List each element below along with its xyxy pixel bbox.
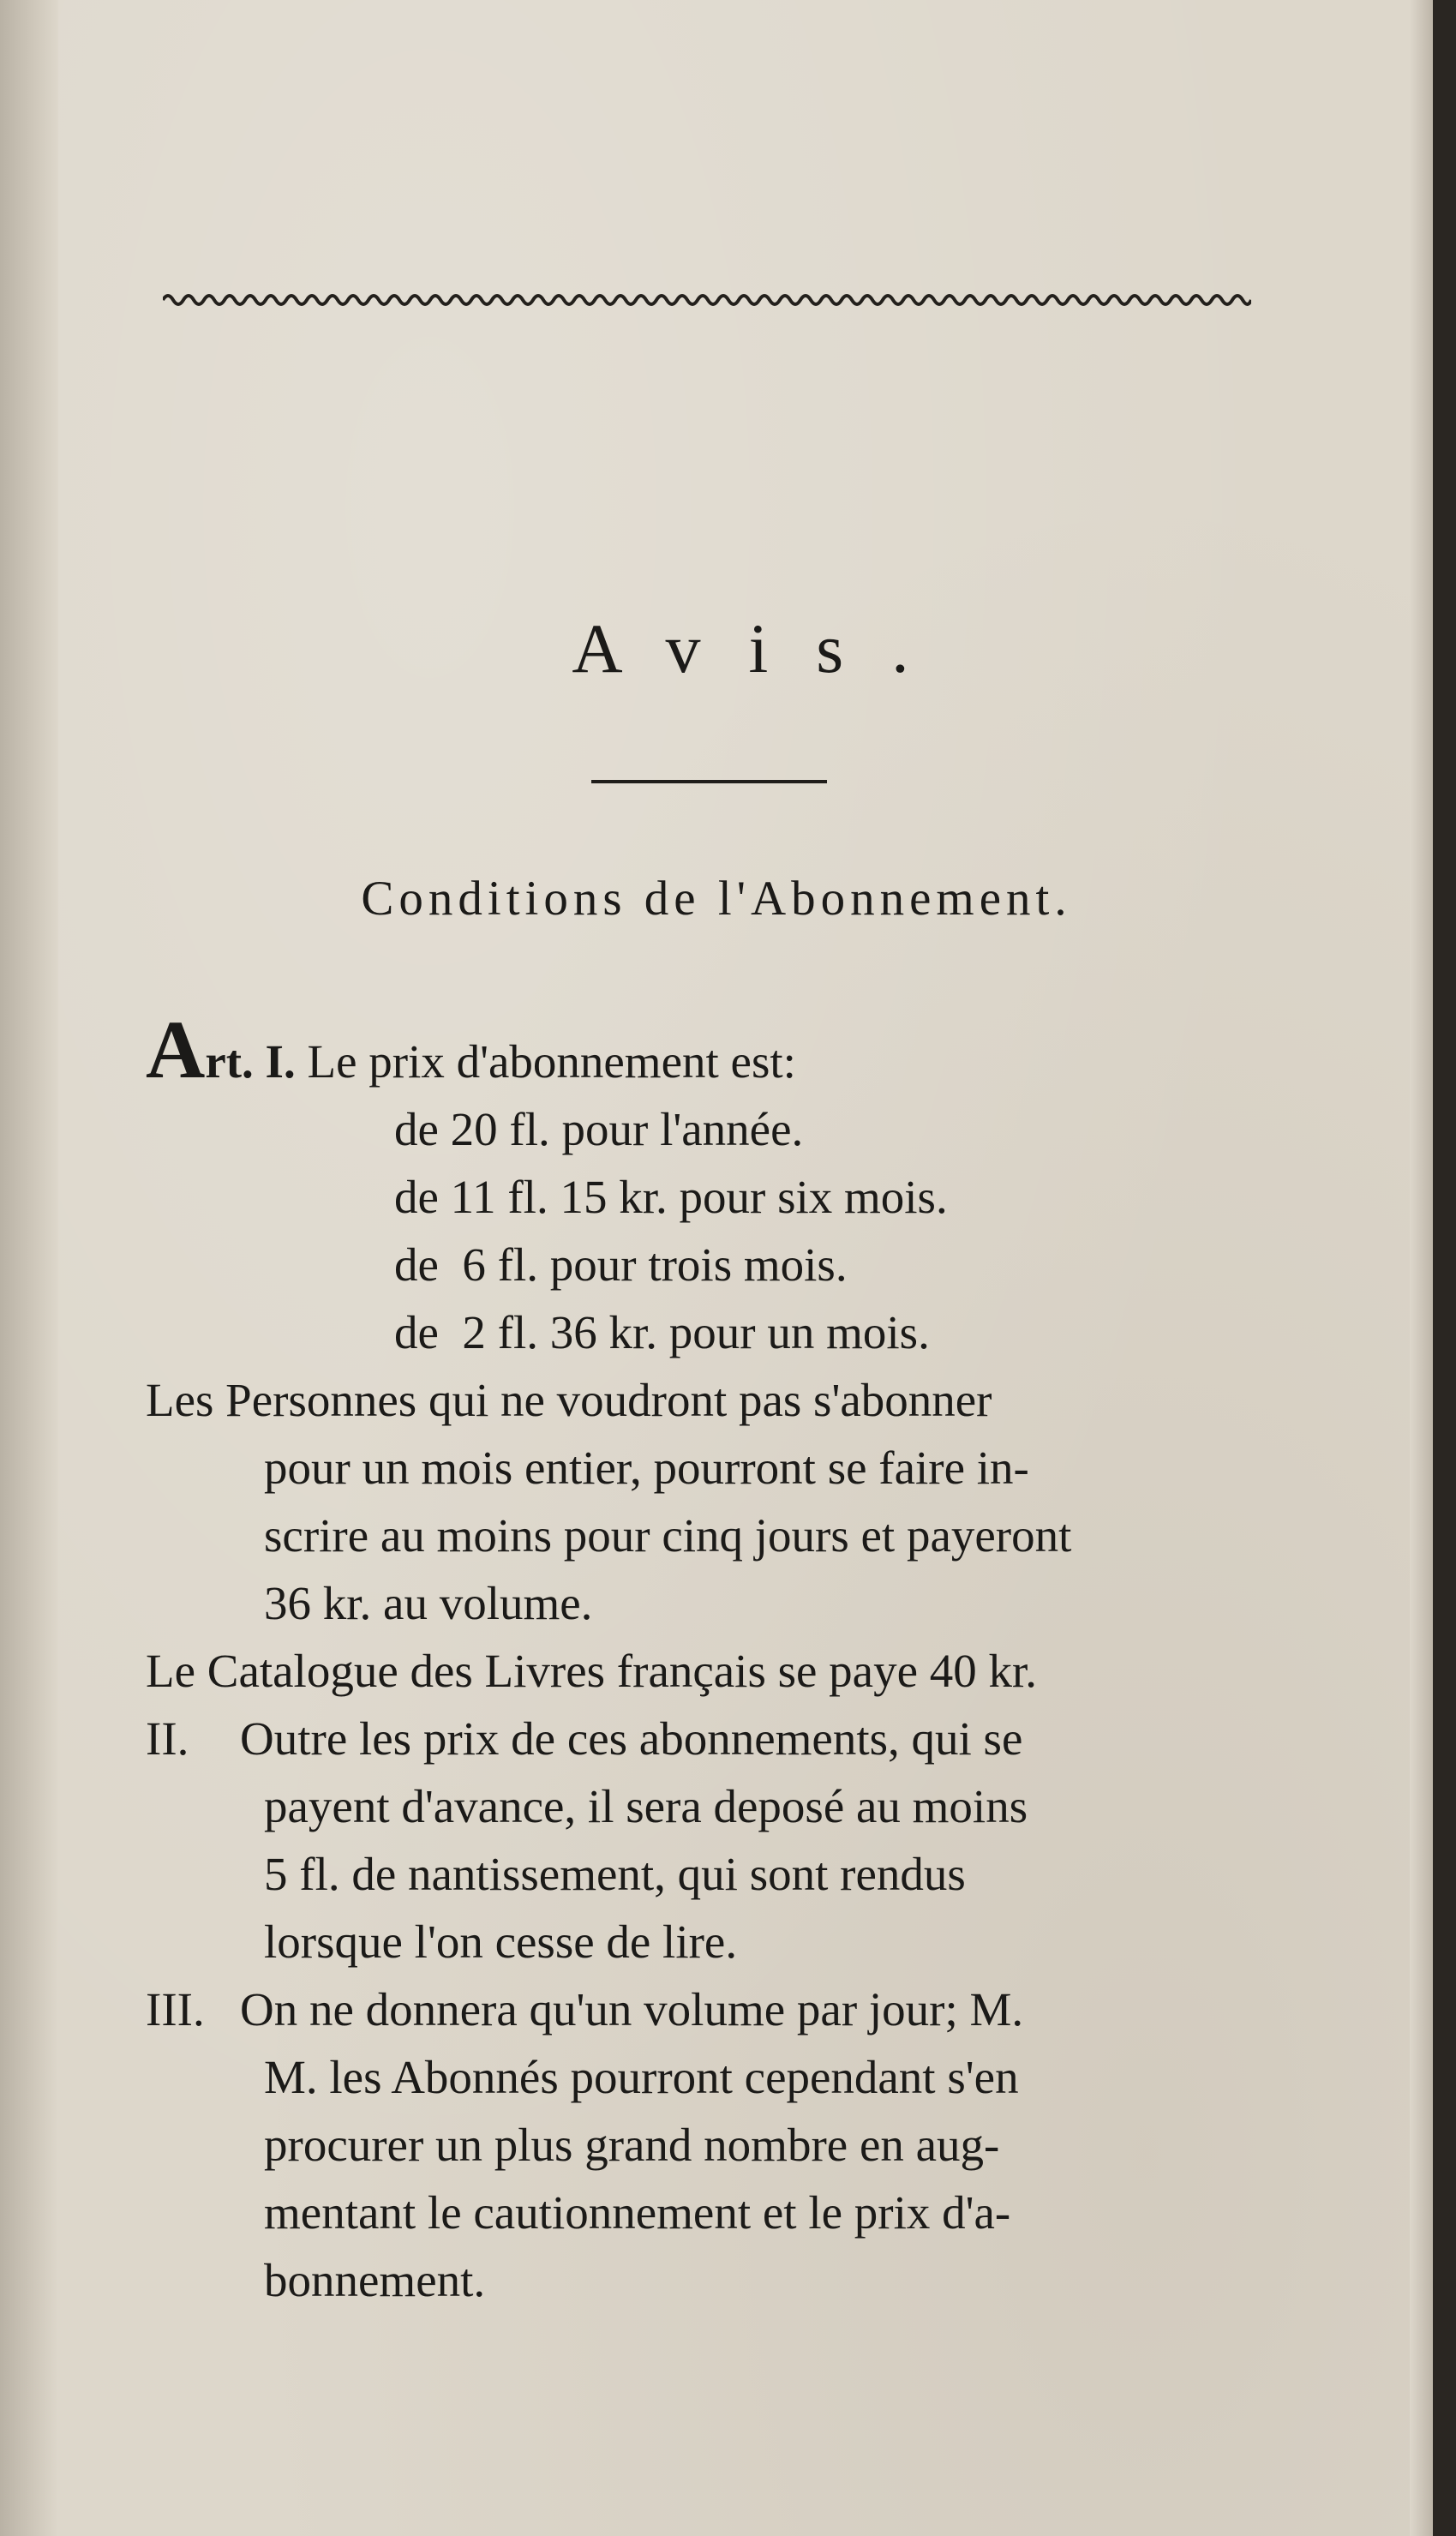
article-3-line: M. les Abonnés pourront cependant s'en <box>264 2051 1019 2103</box>
article-number: II. <box>146 1712 189 1765</box>
catalogue-line: Le Catalogue des Livres français se paye 40 kr. <box>146 1645 1038 1697</box>
page-gutter <box>0 0 58 2536</box>
article-2-line <box>146 1705 1303 1772</box>
conditions-text <box>146 1004 1303 2314</box>
article-2-line: 5 fl. de nantissement, qui sont rendus <box>264 1848 966 1900</box>
article-3-line: bonnement. <box>264 2254 486 2306</box>
article-text: Outre les prix de ces abonnements, qui se <box>240 1712 1023 1765</box>
article-3-line: mentant le cautionnement et le prix d'a- <box>264 2186 1011 2239</box>
article-3-line <box>146 1975 1303 2043</box>
article-2-line: payent d'avance, il sera deposé au moins <box>264 1780 1028 1832</box>
article-text: On ne donnera qu'un volume par jour; M. <box>240 1983 1024 2035</box>
note-line: pour un mois entier, pourront se faire in- <box>264 1442 1029 1494</box>
article-2-line: lorsque l'on cesse de lire. <box>264 1915 738 1968</box>
note-line: Les Personnes qui ne voudront pas s'abonner <box>146 1374 992 1426</box>
note-line: 36 kr. au volume. <box>264 1577 593 1629</box>
article-number: III. <box>146 1983 205 2035</box>
dropcap: A <box>146 1004 206 1095</box>
price-line: de 11 fl. 15 kr. pour six mois. <box>394 1171 948 1223</box>
page-edge <box>1410 0 1433 2536</box>
ornamental-rule <box>163 287 1251 313</box>
article-intro: Le prix d'abonnement est: <box>307 1035 796 1088</box>
price-line: de 6 fl. pour trois mois. <box>394 1238 848 1291</box>
price-line: de 2 fl. 36 kr. pour un mois. <box>394 1306 930 1358</box>
note-line: scrire au moins pour cinq jours et payeront <box>264 1509 1072 1562</box>
article-label: rt. I. <box>205 1035 296 1088</box>
page-title: Avis. <box>572 609 957 687</box>
price-line: de 20 fl. pour l'année. <box>394 1103 804 1155</box>
article-1-heading <box>146 1004 1303 1095</box>
article-3-line: procurer un plus grand nombre en aug- <box>264 2119 1000 2171</box>
title-rule <box>591 780 827 783</box>
page-subtitle: Conditions de l'Abonnement. <box>361 872 1072 926</box>
